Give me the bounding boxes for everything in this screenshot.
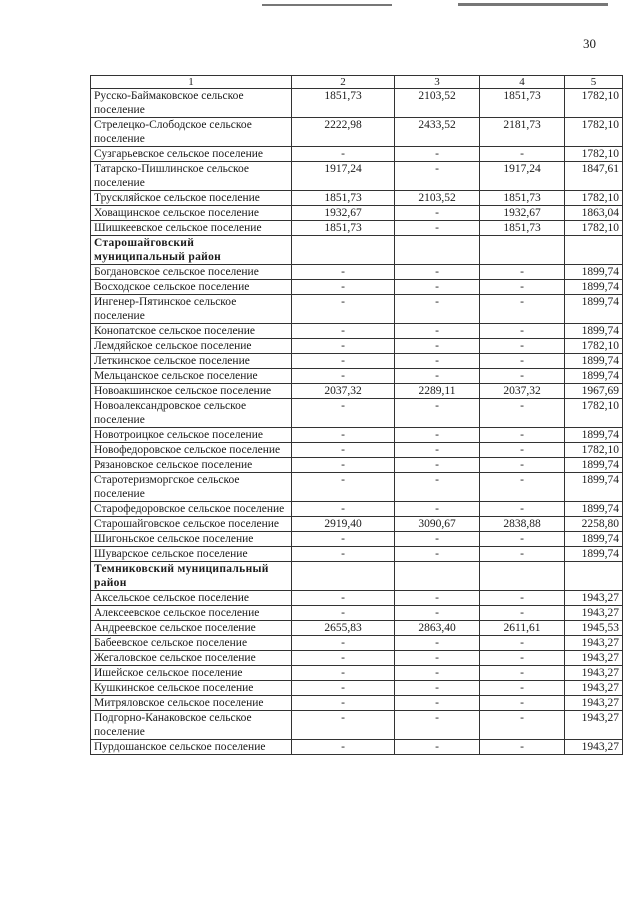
value-cell-col4: 1917,24 <box>480 162 565 191</box>
name-cell: Новоакшинское сельское поселение <box>91 384 292 399</box>
value-cell-col4: - <box>480 547 565 562</box>
name-cell: Новофедоровское сельское поселение <box>91 443 292 458</box>
name-cell: Трускляйское сельское поселение <box>91 191 292 206</box>
value-cell-col3: - <box>395 399 480 428</box>
value-cell-col2: - <box>292 458 395 473</box>
name-cell: Алексеевское сельское поселение <box>91 606 292 621</box>
table-row <box>91 651 623 666</box>
value-cell-col2 <box>292 562 395 591</box>
value-cell-col3: 2289,11 <box>395 384 480 399</box>
table-row <box>91 443 623 458</box>
name-cell: Ишейское сельское поселение <box>91 666 292 681</box>
value-cell-col3: - <box>395 606 480 621</box>
value-cell-col3: - <box>395 651 480 666</box>
value-cell-col5: 1943,27 <box>565 740 623 755</box>
table-row <box>91 369 623 384</box>
value-cell-col2 <box>292 236 395 265</box>
value-cell-col2: 2222,98 <box>292 118 395 147</box>
value-cell-col4: 1932,67 <box>480 206 565 221</box>
table-row <box>91 636 623 651</box>
value-cell-col5: 1945,53 <box>565 621 623 636</box>
table-row <box>91 384 623 399</box>
name-cell: Ингенер-Пятинское сельское поселение <box>91 295 292 324</box>
value-cell-col5: 1899,74 <box>565 354 623 369</box>
table-row <box>91 458 623 473</box>
table-row <box>91 206 623 221</box>
value-cell-col2: - <box>292 399 395 428</box>
value-cell-col5: 1899,74 <box>565 547 623 562</box>
name-cell: Старошайговское сельское поселение <box>91 517 292 532</box>
value-cell-col3: 2863,40 <box>395 621 480 636</box>
value-cell-col2: - <box>292 651 395 666</box>
value-cell-col5: 1899,74 <box>565 265 623 280</box>
value-cell-col4: 2611,61 <box>480 621 565 636</box>
table-row <box>91 221 623 236</box>
value-cell-col3: - <box>395 280 480 295</box>
value-cell-col5: 1899,74 <box>565 428 623 443</box>
name-cell: Татарско-Пишлинское сельское поселение <box>91 162 292 191</box>
value-cell-col2: - <box>292 547 395 562</box>
value-cell-col4: - <box>480 428 565 443</box>
value-cell-col3: - <box>395 443 480 458</box>
header-cell-5: 5 <box>565 76 623 89</box>
value-cell-col5: 1943,27 <box>565 591 623 606</box>
value-cell-col4: - <box>480 606 565 621</box>
value-cell-col4: - <box>480 369 565 384</box>
value-cell-col4 <box>480 562 565 591</box>
value-cell-col4: - <box>480 147 565 162</box>
value-cell-col3: - <box>395 428 480 443</box>
value-cell-col5: 1899,74 <box>565 324 623 339</box>
name-cell: Темниковский муниципальный район <box>91 562 292 591</box>
name-cell: Конопатское сельское поселение <box>91 324 292 339</box>
table-row <box>91 280 623 295</box>
value-cell-col3: - <box>395 502 480 517</box>
value-cell-col2: - <box>292 666 395 681</box>
value-cell-col5: 1782,10 <box>565 399 623 428</box>
value-cell-col2: - <box>292 740 395 755</box>
value-cell-col2: - <box>292 711 395 740</box>
header-cell-1: 1 <box>91 76 292 89</box>
table-row <box>91 339 623 354</box>
name-cell: Леткинское сельское поселение <box>91 354 292 369</box>
value-cell-col3: - <box>395 696 480 711</box>
value-cell-col3: 3090,67 <box>395 517 480 532</box>
table-row <box>91 265 623 280</box>
table-row <box>91 547 623 562</box>
table-row <box>91 399 623 428</box>
header-cell-4: 4 <box>480 76 565 89</box>
data-table <box>90 75 623 755</box>
value-cell-col3: - <box>395 473 480 502</box>
value-cell-col4: - <box>480 711 565 740</box>
section-row <box>91 562 623 591</box>
name-cell: Подгорно-Канаковское сельское поселение <box>91 711 292 740</box>
value-cell-col3: - <box>395 354 480 369</box>
value-cell-col5: 1782,10 <box>565 89 623 118</box>
table-row <box>91 681 623 696</box>
name-cell: Шуварское сельское поселение <box>91 547 292 562</box>
value-cell-col2: - <box>292 369 395 384</box>
page-number: 30 <box>583 36 596 51</box>
value-cell-col3: - <box>395 206 480 221</box>
value-cell-col5: 2258,80 <box>565 517 623 532</box>
name-cell: Старофедоровское сельское поселение <box>91 502 292 517</box>
value-cell-col4: 2037,32 <box>480 384 565 399</box>
value-cell-col2: - <box>292 280 395 295</box>
value-cell-col2: 1932,67 <box>292 206 395 221</box>
value-cell-col4: 1851,73 <box>480 191 565 206</box>
value-cell-col4: - <box>480 473 565 502</box>
table-row <box>91 740 623 755</box>
table-row <box>91 162 623 191</box>
value-cell-col4: - <box>480 458 565 473</box>
value-cell-col3: - <box>395 147 480 162</box>
name-cell: Рязановское сельское поселение <box>91 458 292 473</box>
name-cell: Бабеевское сельское поселение <box>91 636 292 651</box>
value-cell-col5: 1943,27 <box>565 696 623 711</box>
value-cell-col5 <box>565 236 623 265</box>
value-cell-col5: 1863,04 <box>565 206 623 221</box>
value-cell-col5: 1943,27 <box>565 636 623 651</box>
table-row <box>91 191 623 206</box>
name-cell: Русско-Баймаковское сельское поселение <box>91 89 292 118</box>
table-row <box>91 118 623 147</box>
value-cell-col3: 2103,52 <box>395 191 480 206</box>
value-cell-col5: 1847,61 <box>565 162 623 191</box>
value-cell-col3: - <box>395 324 480 339</box>
value-cell-col3: - <box>395 591 480 606</box>
value-cell-col3: - <box>395 636 480 651</box>
value-cell-col5: 1899,74 <box>565 280 623 295</box>
table-row <box>91 147 623 162</box>
name-cell: Новоалександровское сельское поселение <box>91 399 292 428</box>
value-cell-col4: - <box>480 265 565 280</box>
value-cell-col4: - <box>480 591 565 606</box>
value-cell-col2: - <box>292 354 395 369</box>
value-cell-col4: - <box>480 696 565 711</box>
value-cell-col2: 2919,40 <box>292 517 395 532</box>
value-cell-col3: - <box>395 369 480 384</box>
name-cell: Андреевское сельское поселение <box>91 621 292 636</box>
value-cell-col4: - <box>480 532 565 547</box>
value-cell-col3 <box>395 562 480 591</box>
value-cell-col4: - <box>480 399 565 428</box>
value-cell-col2: - <box>292 339 395 354</box>
value-cell-col2: - <box>292 681 395 696</box>
table-row <box>91 666 623 681</box>
value-cell-col2: - <box>292 443 395 458</box>
value-cell-col5: 1782,10 <box>565 191 623 206</box>
value-cell-col2: - <box>292 428 395 443</box>
value-cell-col4: - <box>480 295 565 324</box>
value-cell-col2: - <box>292 696 395 711</box>
table-header-row <box>91 76 623 89</box>
value-cell-col2: - <box>292 265 395 280</box>
name-cell: Новотроицкое сельское поселение <box>91 428 292 443</box>
value-cell-col3: - <box>395 532 480 547</box>
value-cell-col5: 1899,74 <box>565 473 623 502</box>
value-cell-col4 <box>480 236 565 265</box>
value-cell-col3: - <box>395 711 480 740</box>
name-cell: Восходское сельское поселение <box>91 280 292 295</box>
value-cell-col5: 1943,27 <box>565 711 623 740</box>
value-cell-col5: 1782,10 <box>565 118 623 147</box>
name-cell: Кушкинское сельское поселение <box>91 681 292 696</box>
value-cell-col4: - <box>480 636 565 651</box>
value-cell-col2: 1851,73 <box>292 221 395 236</box>
value-cell-col2: - <box>292 295 395 324</box>
table-body <box>91 89 623 755</box>
value-cell-col4: 1851,73 <box>480 89 565 118</box>
name-cell: Митряловское сельское поселение <box>91 696 292 711</box>
value-cell-col3 <box>395 236 480 265</box>
value-cell-col3: - <box>395 458 480 473</box>
name-cell: Старошайговский муниципальный район <box>91 236 292 265</box>
value-cell-col5: 1943,27 <box>565 681 623 696</box>
value-cell-col2: 2655,83 <box>292 621 395 636</box>
name-cell: Мельцанское сельское поселение <box>91 369 292 384</box>
table-row <box>91 89 623 118</box>
table-row <box>91 295 623 324</box>
table-row <box>91 517 623 532</box>
value-cell-col2: - <box>292 636 395 651</box>
name-cell: Стрелецко-Слободское сельское поселение <box>91 118 292 147</box>
value-cell-col5 <box>565 562 623 591</box>
value-cell-col3: 2433,52 <box>395 118 480 147</box>
value-cell-col2: - <box>292 324 395 339</box>
value-cell-col5: 1899,74 <box>565 532 623 547</box>
value-cell-col5: 1967,69 <box>565 384 623 399</box>
table-row <box>91 711 623 740</box>
value-cell-col4: 2181,73 <box>480 118 565 147</box>
name-cell: Шигоньское сельское поселение <box>91 532 292 547</box>
value-cell-col5: 1943,27 <box>565 606 623 621</box>
name-cell: Аксельское сельское поселение <box>91 591 292 606</box>
value-cell-col3: - <box>395 666 480 681</box>
value-cell-col5: 1899,74 <box>565 458 623 473</box>
value-cell-col3: - <box>395 339 480 354</box>
value-cell-col3: - <box>395 265 480 280</box>
table-row <box>91 502 623 517</box>
name-cell: Жегаловское сельское поселение <box>91 651 292 666</box>
name-cell: Пурдошанское сельское поселение <box>91 740 292 755</box>
value-cell-col2: - <box>292 606 395 621</box>
value-cell-col4: - <box>480 651 565 666</box>
value-cell-col4: - <box>480 339 565 354</box>
value-cell-col3: - <box>395 221 480 236</box>
scan-streak-right <box>458 3 608 6</box>
value-cell-col5: 1943,27 <box>565 651 623 666</box>
value-cell-col2: 1851,73 <box>292 89 395 118</box>
value-cell-col4: - <box>480 740 565 755</box>
name-cell: Ховащинское сельское поселение <box>91 206 292 221</box>
value-cell-col2: - <box>292 532 395 547</box>
value-cell-col5: 1782,10 <box>565 221 623 236</box>
table-row <box>91 606 623 621</box>
value-cell-col4: - <box>480 354 565 369</box>
name-cell: Лемдяйское сельское поселение <box>91 339 292 354</box>
value-cell-col5: 1899,74 <box>565 369 623 384</box>
value-cell-col4: - <box>480 443 565 458</box>
value-cell-col2: 2037,32 <box>292 384 395 399</box>
value-cell-col4: - <box>480 666 565 681</box>
section-row <box>91 236 623 265</box>
value-cell-col2: - <box>292 591 395 606</box>
value-cell-col5: 1782,10 <box>565 443 623 458</box>
value-cell-col2: 1851,73 <box>292 191 395 206</box>
value-cell-col3: 2103,52 <box>395 89 480 118</box>
value-cell-col4: - <box>480 324 565 339</box>
header-cell-2: 2 <box>292 76 395 89</box>
table-row <box>91 354 623 369</box>
value-cell-col2: 1917,24 <box>292 162 395 191</box>
value-cell-col3: - <box>395 162 480 191</box>
name-cell: Сузгарьевское сельское поселение <box>91 147 292 162</box>
table-row <box>91 473 623 502</box>
value-cell-col4: 2838,88 <box>480 517 565 532</box>
value-cell-col5: 1782,10 <box>565 339 623 354</box>
name-cell: Старотеризморгское сельское поселение <box>91 473 292 502</box>
table-row <box>91 591 623 606</box>
name-cell: Шишкеевское сельское поселение <box>91 221 292 236</box>
name-cell: Богдановское сельское поселение <box>91 265 292 280</box>
value-cell-col4: - <box>480 280 565 295</box>
value-cell-col2: - <box>292 502 395 517</box>
value-cell-col2: - <box>292 473 395 502</box>
table-row <box>91 428 623 443</box>
value-cell-col5: 1899,74 <box>565 502 623 517</box>
value-cell-col3: - <box>395 295 480 324</box>
value-cell-col3: - <box>395 740 480 755</box>
value-cell-col2: - <box>292 147 395 162</box>
table-row <box>91 696 623 711</box>
value-cell-col3: - <box>395 547 480 562</box>
value-cell-col4: - <box>480 681 565 696</box>
value-cell-col3: - <box>395 681 480 696</box>
value-cell-col5: 1943,27 <box>565 666 623 681</box>
value-cell-col4: - <box>480 502 565 517</box>
header-cell-3: 3 <box>395 76 480 89</box>
table-row <box>91 621 623 636</box>
table-row <box>91 532 623 547</box>
value-cell-col5: 1782,10 <box>565 147 623 162</box>
value-cell-col5: 1899,74 <box>565 295 623 324</box>
scan-streak-left <box>262 4 392 6</box>
value-cell-col4: 1851,73 <box>480 221 565 236</box>
table-row <box>91 324 623 339</box>
